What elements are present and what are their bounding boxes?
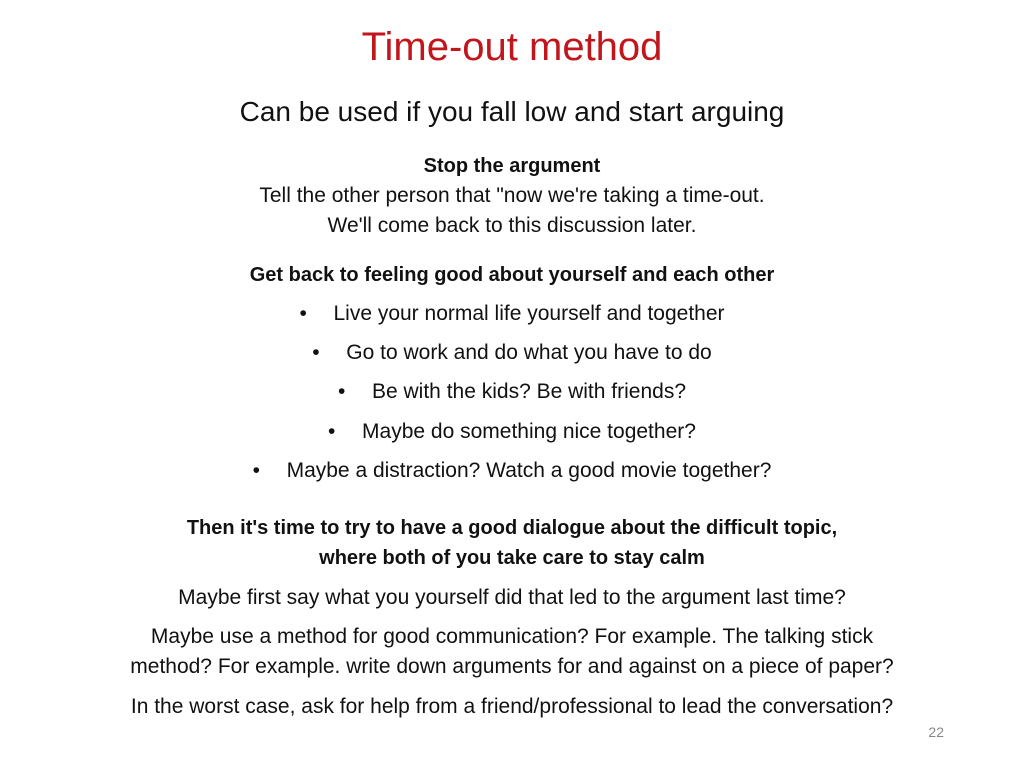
dialogue-heading-line-1: Then it's time to try to have a good dialogue about the difficult topic,: [186, 517, 838, 539]
slide-title: Time-out method: [361, 25, 663, 69]
stop-line-2: We'll come back to this discussion later.: [327, 214, 697, 237]
stop-heading: Stop the argument: [423, 155, 601, 177]
feel-good-heading: Get back to feeling good about yourself and each other: [249, 264, 775, 286]
dialogue-heading-line-2: where both of you take care to stay calm: [319, 547, 705, 569]
bullet-text: • Be with the kids? Be with friends?: [338, 377, 686, 407]
bullet-item-2: [0, 338, 1024, 368]
bullet-text: • Live your normal life yourself and together: [299, 299, 724, 329]
dialogue-paragraph-2-line-2: method? For example. write down arguments for and against on a piece of paper?: [130, 655, 894, 678]
slide-subtitle: Can be used if you fall low and start arguing: [239, 96, 785, 127]
bullet-item-1: [0, 299, 1024, 329]
dialogue-paragraph-1: Maybe first say what you yourself did that led to the argument last time?: [178, 586, 846, 609]
dialogue-paragraph-3: In the worst case, ask for help from a friend/professional to lead the conversation?: [130, 695, 894, 718]
bullet-text: • Maybe do something nice together?: [328, 417, 696, 447]
bullet-item-3: [0, 377, 1024, 407]
bullet-item-5: [0, 456, 1024, 486]
dialogue-paragraph-2-line-1: Maybe use a method for good communication? For example. The talking stick: [150, 625, 874, 648]
page-number: 22: [928, 724, 944, 740]
bullet-text: • Go to work and do what you have to do: [312, 338, 711, 368]
stop-line-1: Tell the other person that "now we're taking a time-out.: [259, 184, 765, 207]
bullet-item-4: [0, 417, 1024, 447]
bullet-text: • Maybe a distraction? Watch a good movie together?: [253, 456, 772, 486]
